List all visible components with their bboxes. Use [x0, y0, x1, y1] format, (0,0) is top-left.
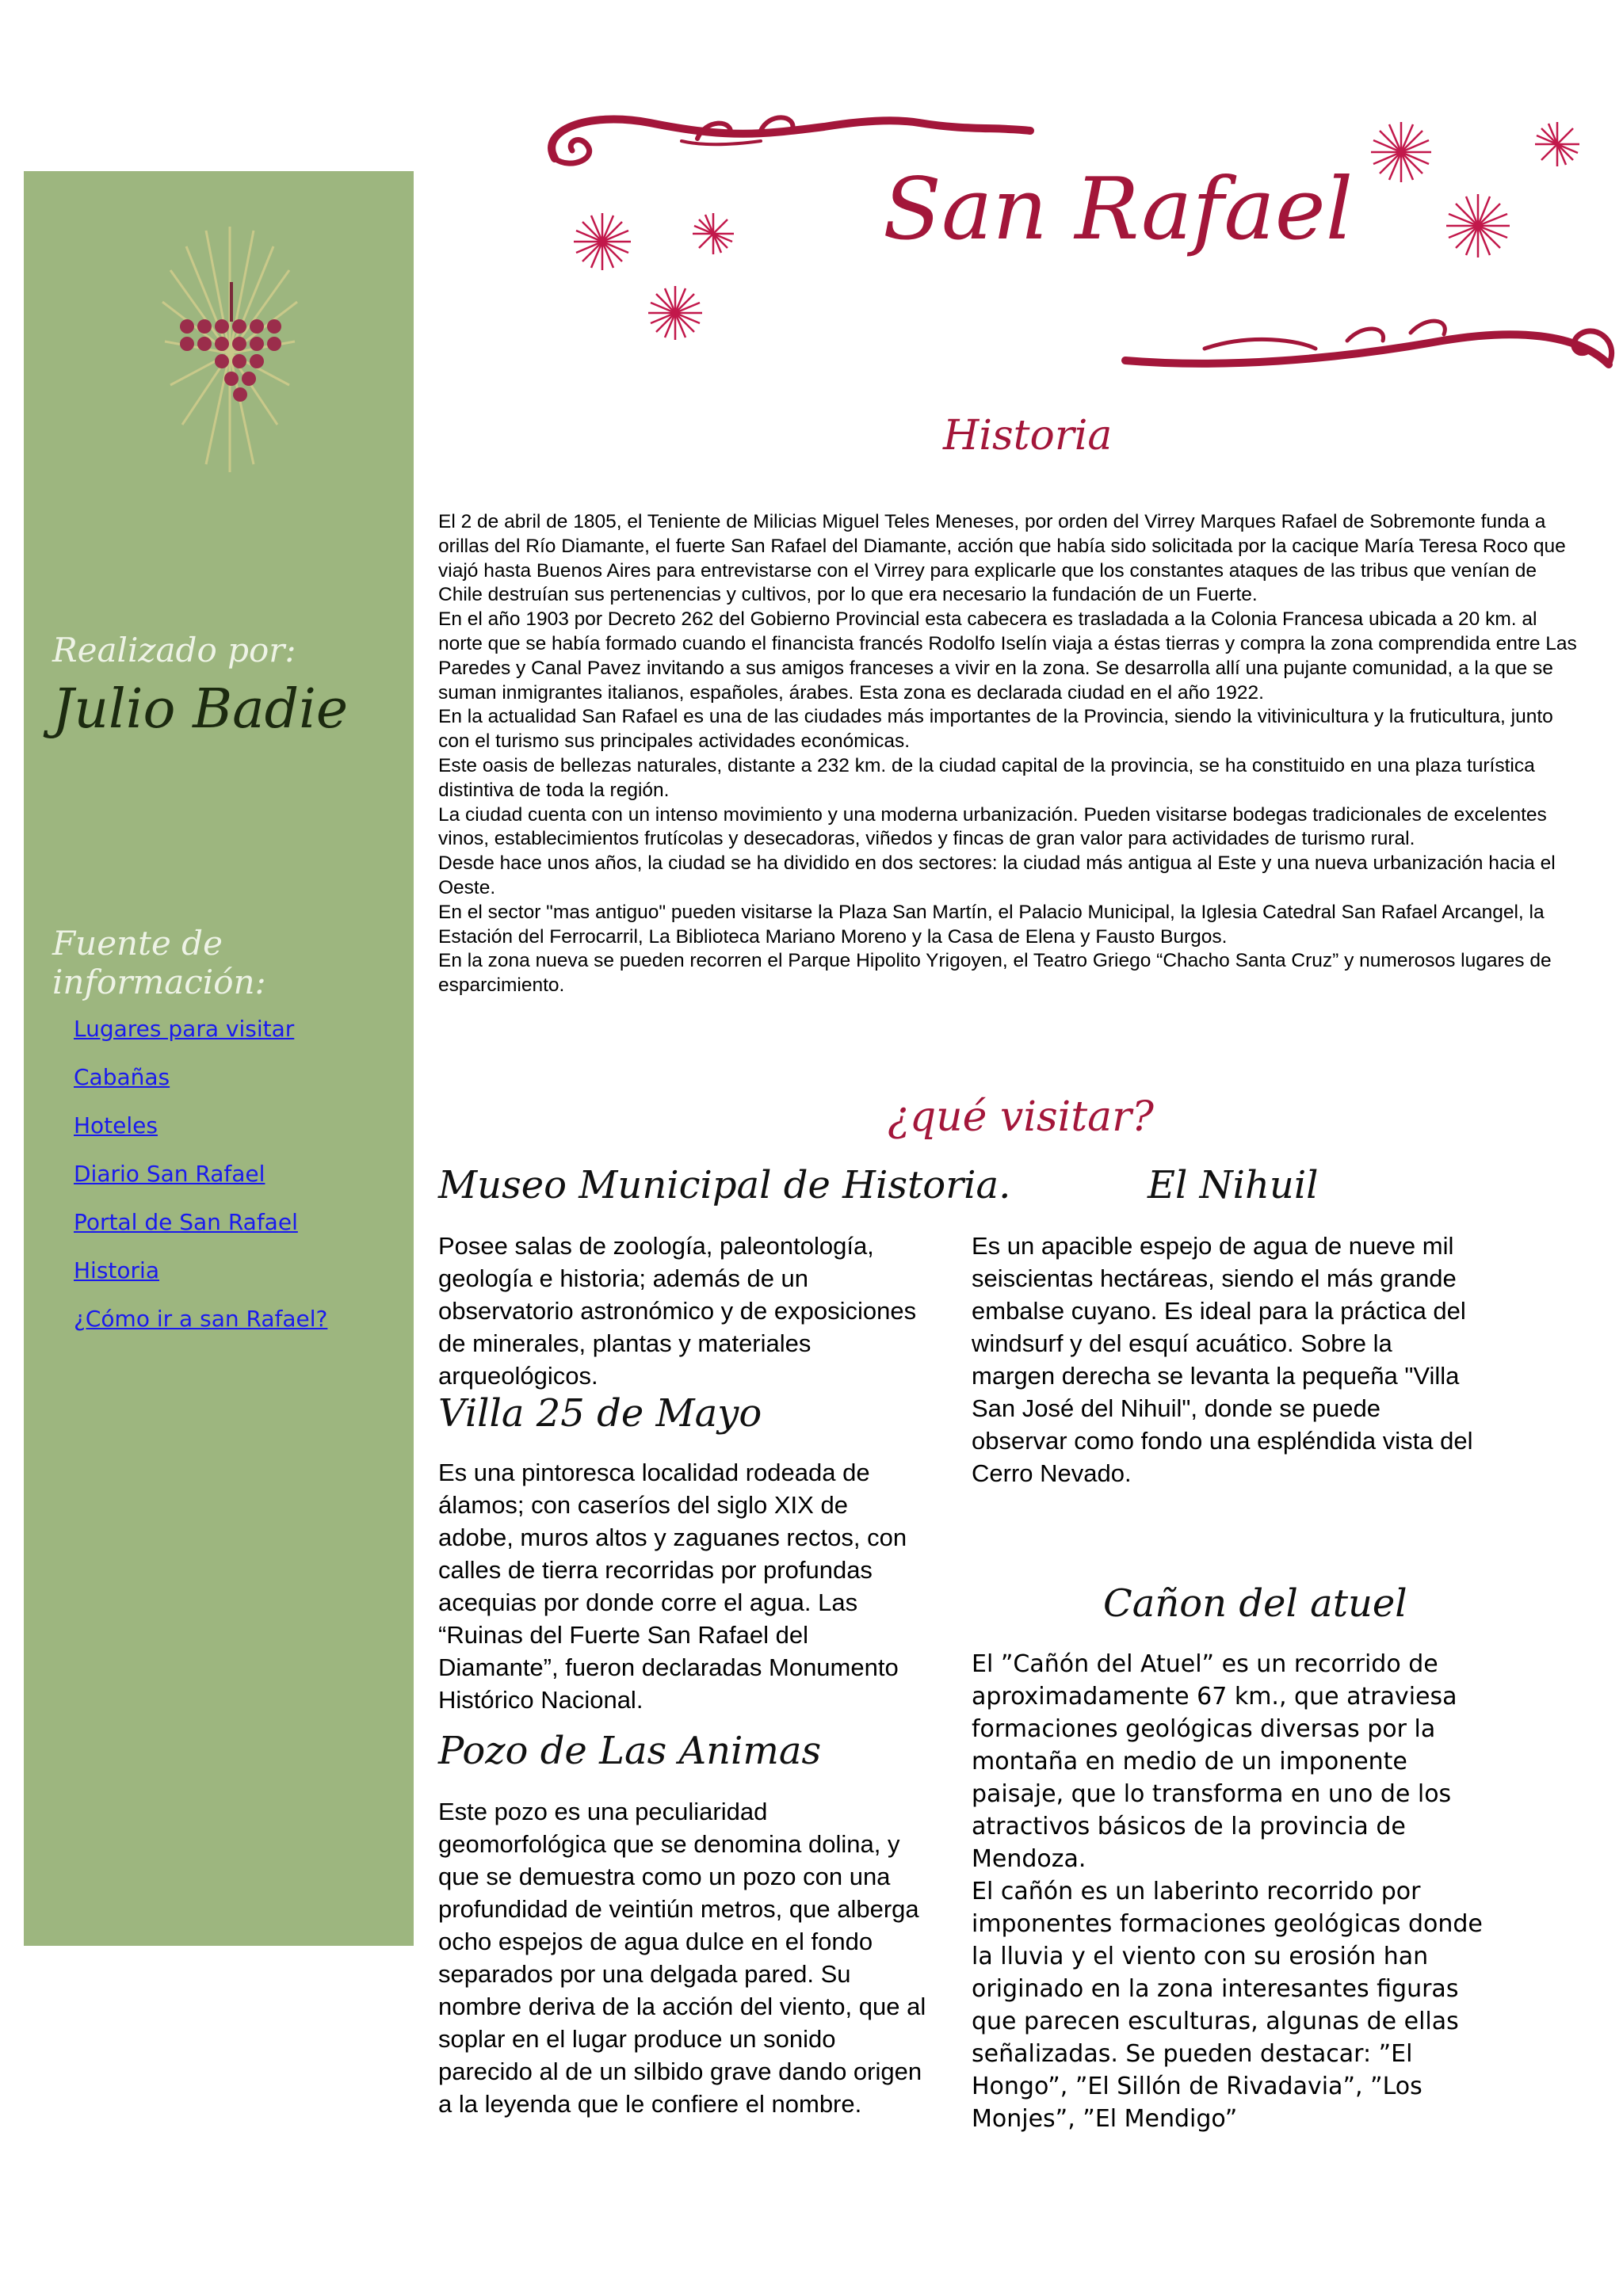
source-label: Fuente de información:	[52, 924, 266, 1001]
link-item	[74, 1112, 327, 1161]
source-links	[74, 1016, 327, 1354]
history-paragraph: En la actualidad San Rafael es una de las ciudades más importantes de la Provincia, siendo la vitivinicultura y la fruticultura, junto con el turismo sus principales actividades económicas.	[438, 706, 1553, 753]
villa-text: Es una pintoresca localidad rodeada de álamos; con caseríos del siglo XIX de adobe, muros altos y zaguanes rectos, con calles de tierra recorridas por profundas acequias por donde corre el agua. Las “Ruinas del Fuerte San Rafael del Diamante”, fueron declaradas Monumento Histórico Nacional.	[438, 1459, 907, 1714]
author-name: Julio Badie	[52, 678, 349, 741]
link-historia[interactable]: Historia	[74, 1257, 159, 1283]
link-item	[74, 1257, 327, 1306]
history-paragraph: El 2 de abril de 1805, el Teniente de Milicias Miguel Teles Meneses, por orden del Virrey Marques Rafael de Sobremonte funda a orillas del Río Diamante, el fuerte San Rafael del Diamante, acción que había sido solicitada por la cacique María Teresa Roco que viajó hasta Buenos Aires para entrevistarse con el Virrey para explicarle que los constantes ataques de las tribus que venían de Chile destruían sus pertenencias y cultivos, por lo que era necesario la fundación de un Fuerte.	[438, 511, 1566, 606]
history-text	[438, 510, 1581, 998]
site-title: San Rafael	[883, 160, 1354, 259]
nihuil-text: Es un apacible espejo de agua de nueve mil seiscientas hectáreas, siendo el más grande embalse cuyano. Es ideal para la práctica del windsurf y del esquí acuático. Sobre la margen derecha se levanta la pequeña "Villa San José del Nihuil", donde se puede observar como fondo una espléndida vista del Cerro Nevado.	[972, 1232, 1473, 1487]
history-title: Historia	[943, 412, 1113, 460]
link-diario[interactable]: Diario San Rafael	[74, 1161, 265, 1187]
canon-title: Cañon del atuel	[1103, 1581, 1407, 1626]
link-lugares[interactable]: Lugares para visitar	[74, 1016, 295, 1042]
visit-title: ¿qué visitar?	[888, 1093, 1154, 1141]
canon-text	[972, 1648, 1495, 2163]
villa-title: Villa 25 de Mayo	[438, 1391, 762, 1436]
link-item	[74, 1161, 327, 1209]
history-paragraph: En el año 1903 por Decreto 262 del Gobierno Provincial esta cabecera es trasladada a la Colonia Francesa ubicada a 20 km. al norte que se había formado cuando el financista francés Rodolfo Iselín viaja a éstas tierras y compra la zona comprendida entre Las Paredes y Canal Pavez invitando a sus amigos franceses a vivir en la zona. Se desarrolla allí una pujante comunidad, a la que se suman inmigrantes italianos, españoles, árabes. Esta zona es declarada ciudad en el año 1922.	[438, 608, 1577, 704]
link-item	[74, 1016, 327, 1064]
canon-paragraph: El ”Cañón del Atuel” es un recorrido de aproximadamente 67 km., que atraviesa formaciones geológicas diversas por la montaña en medio de un imponente paisaje, que lo transforma en uno de los atractivos básicos de la provincia de Mendoza.	[972, 1650, 1457, 1873]
museo-text: Posee salas de zoología, paleontología, geología e historia; además de un observatorio astronómico y de exposiciones de minerales, plantas y materiales arqueológicos.	[438, 1232, 917, 1390]
canon-paragraph: El cañón es un laberinto recorrido por imponentes formaciones geológicas donde la lluvia y el viento con su erosión han originado en la zona interesantes figuras que parecen esculturas, algunas de ellas señalizadas. Se pueden destacar: ”El Hongo”, ”El Sillón de Rivadavia”, ”Los Monjes”, ”El Mendigo”	[972, 1878, 1483, 2133]
link-item	[74, 1209, 327, 1257]
history-paragraph: En la zona nueva se pueden recorren el Parque Hipolito Yrigoyen, el Teatro Griego “Chacho Santa Cruz” y numerosos lugares de esparcimiento.	[438, 950, 1552, 997]
pozo-text: Este pozo es una peculiaridad geomorfológica que se denomina dolina, y que se demuestra como un pozo con una profundidad de veintiún metros, que alberga ocho espejos de agua dulce en el fondo separados por una delgada pared. Su nombre deriva de la acción del viento, que al soplar en el lugar produce un sonido parecido al de un silbido grave dando origen a la leyenda que le confiere el nombre.	[438, 1798, 926, 2118]
grape-logo-icon	[24, 171, 414, 543]
history-paragraph: En el sector "mas antiguo" pueden visitarse la Plaza San Martín, el Palacio Municipal, la Iglesia Catedral San Rafael Arcangel, la Estación del Ferrocarril, La Biblioteca Mariano Moreno y la Casa de Elena y Fausto Burgos.	[438, 901, 1545, 948]
made-by-label: Realizado por:	[52, 631, 296, 669]
link-portal[interactable]: Portal de San Rafael	[74, 1209, 298, 1235]
link-item	[74, 1306, 327, 1354]
museo-title: Museo Municipal de Historia.	[438, 1163, 1011, 1207]
link-cabanas[interactable]: Cabañas	[74, 1064, 170, 1090]
link-como-ir[interactable]: ¿Cómo ir a san Rafael?	[74, 1306, 328, 1332]
history-paragraph: La ciudad cuenta con un intenso movimiento y una moderna urbanización. Pueden visitarse bodegas tradicionales de excelentes vinos, establecimientos frutícolas y desecadoras, viñedos y fincas de gran valor para actividades de turismo rural.	[438, 803, 1547, 850]
nihuil-title: El Nihuil	[1148, 1163, 1319, 1207]
link-item	[74, 1064, 327, 1112]
history-paragraph: Desde hace unos años, la ciudad se ha dividido en dos sectores: la ciudad más antigua al Este y una nueva urbanización hacia el Oeste.	[438, 852, 1556, 898]
pozo-title: Pozo de Las Animas	[438, 1729, 822, 1773]
link-hoteles[interactable]: Hoteles	[74, 1112, 158, 1138]
logo-area	[24, 171, 414, 543]
header-banner	[523, 103, 1623, 404]
sidebar	[24, 171, 414, 1946]
history-paragraph: Este oasis de bellezas naturales, distante a 232 km. de la ciudad capital de la provincia, se ha constituido en una plaza turística distintiva de toda la región.	[438, 754, 1535, 801]
